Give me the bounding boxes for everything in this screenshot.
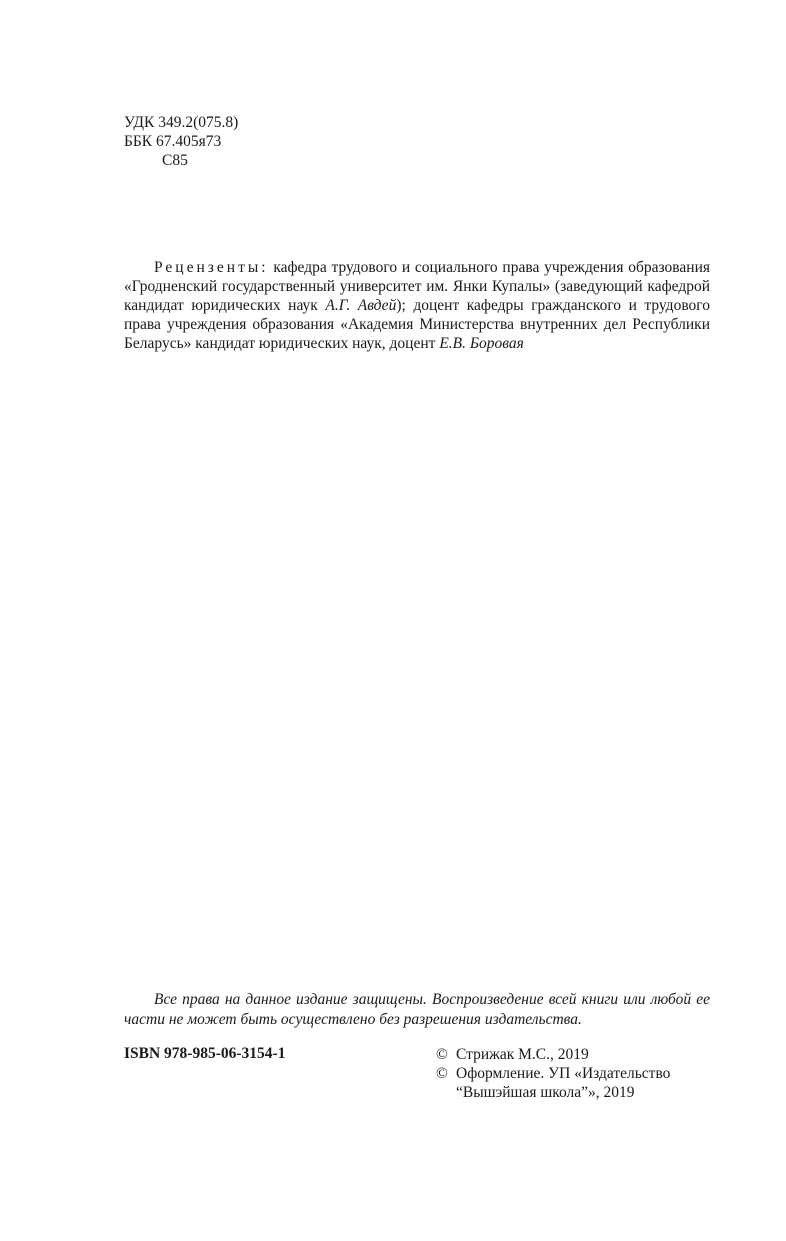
copyright-design-text: Оформление. УП «Издательство: [456, 1065, 671, 1082]
classification-block: [124, 113, 238, 170]
copyright-author: [436, 1045, 726, 1064]
isbn: ISBN 978-985-06-3154-1: [124, 1045, 286, 1062]
copyright-author-text: Стрижак М.С., 2019: [456, 1046, 589, 1063]
bbk-code: ББК 67.405я73: [124, 133, 222, 150]
reviewer-name-1: А.Г. Авдей: [325, 297, 397, 314]
copyright-design: [436, 1064, 726, 1083]
reviewers-text-1: кафедра трудового и социального права учреждения образования «Гродненский государственный университет им. Янки Купалы» (заведующий кафедрой кандидат юридических наук: [124, 259, 710, 314]
copyright-icon: ©: [436, 1065, 448, 1082]
copyright-icon: ©: [436, 1046, 448, 1063]
udk-code: УДК 349.2(075.8): [124, 114, 239, 131]
reviewer-name-2: Е.В. Боровая: [439, 335, 524, 352]
copyright-design-continued: “Вышэйшая школа”», 2019: [456, 1084, 635, 1101]
copyright-block: [436, 1045, 726, 1102]
cutter-mark: С85: [162, 152, 188, 169]
reviewers-paragraph: [124, 258, 710, 353]
reviewers-label: Рецензенты:: [154, 259, 269, 276]
reviewers-text-2: ); доцент кафедры гражданского и трудового права учреждения образования «Академия Министерства внутренних дел Республики Беларусь» кандидат юридических наук, доцент: [124, 297, 710, 352]
rights-notice: Все права на данное издание защищены. Воспроизведение всей книги или любой ее части не может быть осуществлено без разрешения издательства.: [124, 991, 710, 1028]
